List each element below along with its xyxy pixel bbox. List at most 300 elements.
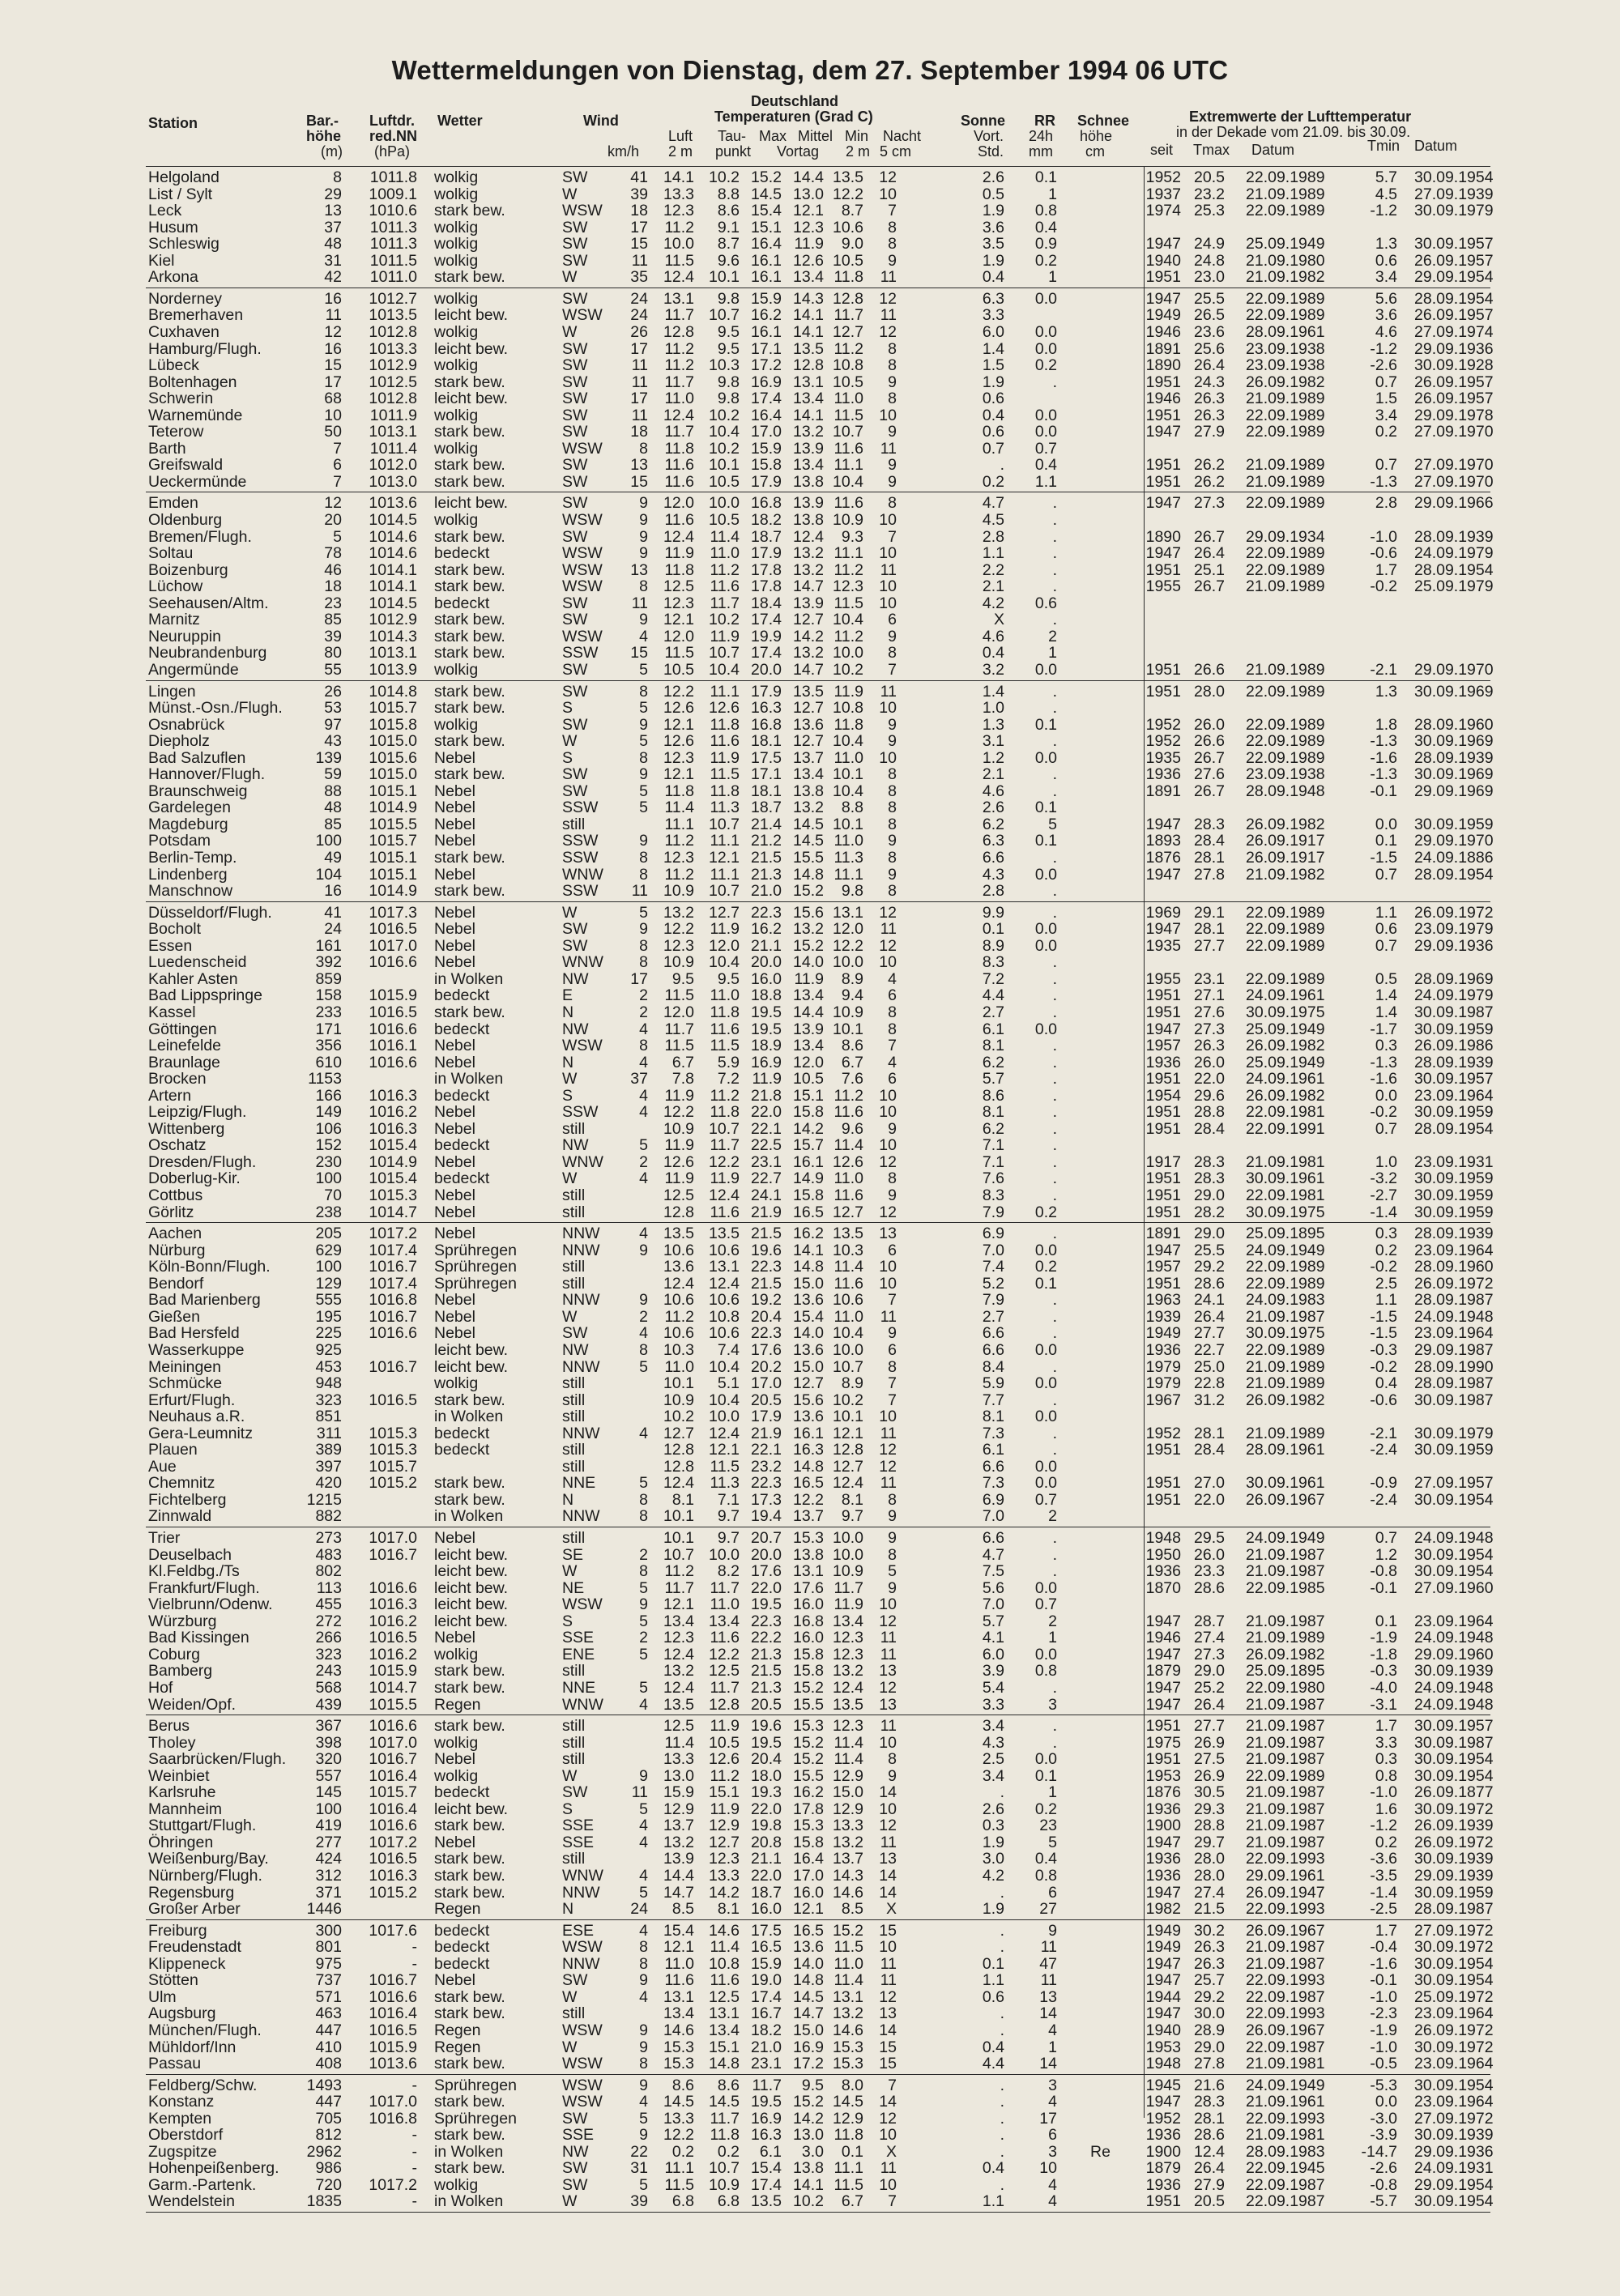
cell-min-5cm: 8 — [888, 356, 897, 375]
cell-min-2m: 12.3 — [833, 1645, 863, 1663]
cell-rr: 23 — [1039, 1817, 1057, 1835]
cell-seit: 1946 — [1145, 322, 1181, 341]
cell-wind-speed: 8 — [639, 1037, 648, 1055]
cell-taupunkt: 12.1 — [709, 1441, 740, 1459]
cell-tmin-datum: 28.09.1939 — [1414, 1053, 1494, 1071]
cell-sonne: 0.4 — [982, 268, 1004, 287]
cell-wind-dir: WSW — [562, 202, 603, 220]
cell-max: 19.6 — [751, 1717, 782, 1736]
cell-wetter: wolkig — [434, 439, 479, 458]
cell-mittel: 15.0 — [793, 1274, 824, 1293]
cell-min-2m: 6.7 — [841, 2192, 863, 2211]
cell-luft: 12.4 — [663, 1474, 694, 1493]
cell-min-2m: 10.1 — [833, 1408, 863, 1426]
cell-wind-dir: WNW — [562, 1867, 603, 1885]
cell-luft: 15.3 — [663, 2038, 694, 2056]
cell-tmin: 0.3 — [1375, 1750, 1397, 1769]
cell-rr: 0.0 — [1034, 920, 1057, 939]
cell-max: 22.0 — [751, 1103, 782, 1122]
cell-tmin: 0.6 — [1375, 251, 1397, 270]
cell-max: 19.5 — [751, 1020, 782, 1038]
cell-seit: 1949 — [1145, 1324, 1181, 1343]
cell-wetter: wolkig — [434, 1645, 479, 1663]
cell-tmax-datum: 22.09.1989 — [1246, 306, 1325, 325]
cell-tmax: 26.0 — [1194, 1053, 1225, 1071]
cell-max: 17.4 — [751, 390, 782, 408]
cell-max: 21.0 — [751, 2038, 782, 2056]
cell-tmin-datum: 26.09.1972 — [1414, 1274, 1494, 1293]
cell-wind-dir: SW — [562, 494, 588, 513]
cell-max: 15.2 — [751, 168, 782, 186]
cell-taupunkt: 11.8 — [710, 715, 740, 734]
cell-wind-dir: still — [562, 1374, 586, 1393]
cell-wind-speed: 8 — [639, 682, 648, 701]
cell-seit: 1947 — [1145, 920, 1181, 939]
cell-wetter: bedeckt — [434, 1169, 490, 1188]
cell-luftdruck: 1011.9 — [369, 406, 417, 424]
cell-tmin-datum: 26.09.1877 — [1414, 1783, 1494, 1802]
cell-wind-speed: 5 — [639, 732, 648, 751]
cell-rr: . — [1052, 765, 1057, 784]
cell-sonne: 2.7 — [982, 1003, 1004, 1021]
cell-tmax-datum: 30.09.1961 — [1246, 1474, 1325, 1493]
cell-max: 18.9 — [751, 1037, 782, 1055]
cell-sonne: 1.9 — [982, 1900, 1004, 1919]
cell-mittel: 13.8 — [793, 782, 824, 800]
group-divider — [146, 680, 1490, 681]
cell-wetter: Sprühregen — [434, 1274, 517, 1293]
cell-wetter: Regen — [434, 2021, 481, 2039]
cell-min-5cm: 7 — [888, 2192, 897, 2211]
group-divider — [146, 1222, 1490, 1223]
cell-luftdruck: 1015.0 — [369, 765, 417, 784]
cell-seit: 1951 — [1145, 1717, 1181, 1736]
cell-wind-dir: still — [562, 1662, 586, 1680]
cell-rr: 0.0 — [1034, 1474, 1057, 1493]
cell-tmin: -1.3 — [1370, 1053, 1397, 1071]
cell-barhoehe: 20 — [324, 511, 342, 529]
col-header-min-5cm: 5 cm — [880, 143, 912, 160]
cell-mittel: 13.4 — [793, 456, 824, 475]
cell-taupunkt: 11.1 — [710, 832, 740, 850]
cell-taupunkt: 11.1 — [710, 682, 740, 701]
cell-barhoehe: 48 — [324, 235, 342, 253]
cell-min-2m: 9.7 — [841, 1507, 863, 1526]
cell-wind-dir: SW — [562, 1783, 588, 1802]
cell-seit: 1955 — [1145, 577, 1181, 596]
cell-min-5cm: 10 — [879, 748, 897, 767]
cell-tmin-datum: 29.09.1966 — [1414, 494, 1494, 513]
cell-min-5cm: 10 — [879, 1938, 897, 1957]
cell-sonne: 3.3 — [982, 306, 1004, 325]
cell-tmin: -2.1 — [1370, 1424, 1397, 1442]
cell-sonne: 1.9 — [982, 373, 1004, 391]
cell-sonne: 4.4 — [982, 2055, 1004, 2073]
cell-station: Hof — [148, 1678, 173, 1697]
cell-min-2m: 12.6 — [833, 1152, 863, 1171]
cell-tmax: 26.9 — [1194, 1733, 1225, 1752]
cell-sonne: X — [993, 611, 1004, 629]
cell-tmin: 0.7 — [1375, 1529, 1397, 1547]
cell-barhoehe: 53 — [324, 699, 342, 718]
cell-sonne: . — [1000, 2093, 1004, 2111]
cell-tmax-datum: 22.09.1981 — [1246, 1186, 1325, 1204]
cell-tmin: -3.6 — [1370, 1850, 1397, 1868]
cell-wind-speed: 15 — [630, 235, 648, 253]
cell-tmax: 29.0 — [1194, 1662, 1225, 1680]
cell-wetter: stark bew. — [434, 268, 505, 287]
cell-station: Gera-Leumnitz — [148, 1424, 253, 1442]
cell-max: 14.5 — [751, 185, 782, 203]
cell-station: Öhringen — [148, 1833, 214, 1851]
cell-rr: 6 — [1048, 1883, 1057, 1902]
cell-tmin-datum: 27.09.1972 — [1414, 1921, 1494, 1940]
cell-min-2m: 12.7 — [833, 1203, 863, 1221]
cell-min-2m: 14.6 — [833, 1883, 863, 1902]
cell-luftdruck: 1016.6 — [369, 1324, 417, 1343]
cell-min-2m: 11.9 — [833, 682, 863, 701]
cell-luftdruck: 1015.9 — [369, 1662, 417, 1680]
cell-barhoehe: 43 — [324, 732, 342, 751]
cell-luft: 8.6 — [671, 2076, 694, 2094]
cell-min-5cm: 9 — [888, 1324, 897, 1343]
cell-min-2m: 10.0 — [833, 1340, 863, 1359]
cell-tmax: 27.3 — [1194, 494, 1225, 513]
col-header-extrem-1: Extremwerte der Lufttemperatur — [1189, 109, 1412, 125]
cell-max: 17.9 — [751, 682, 782, 701]
cell-taupunkt: 15.1 — [709, 2038, 740, 2056]
cell-mittel: 13.2 — [793, 423, 824, 441]
cell-barhoehe: 5 — [333, 527, 342, 546]
cell-tmin: -1.3 — [1370, 765, 1397, 784]
cell-luftdruck: 1015.1 — [369, 865, 417, 884]
cell-wetter: leicht bew. — [434, 390, 509, 408]
cell-taupunkt: 13.1 — [709, 1258, 740, 1276]
cell-tmin-datum: 30.09.1959 — [1414, 1186, 1494, 1204]
cell-seit: 1947 — [1145, 1883, 1181, 1902]
cell-tmax-datum: 21.09.1987 — [1246, 1695, 1325, 1714]
cell-max: 22.0 — [751, 1578, 782, 1597]
cell-rr: . — [1052, 1037, 1057, 1055]
cell-wetter: Nebel — [434, 1833, 475, 1851]
cell-tmax: 26.4 — [1194, 356, 1225, 375]
cell-luftdruck: 1016.7 — [369, 1357, 417, 1376]
cell-barhoehe: 166 — [315, 1086, 342, 1105]
cell-min-2m: 11.9 — [833, 1595, 863, 1614]
cell-min-2m: 12.7 — [833, 322, 863, 341]
cell-mittel: 16.1 — [793, 1424, 824, 1442]
cell-tmax-datum: 22.09.1993 — [1246, 2109, 1325, 2128]
cell-tmax: 28.0 — [1194, 682, 1225, 701]
cell-mittel: 16.8 — [793, 1612, 824, 1630]
cell-tmin-datum: 30.09.1957 — [1414, 235, 1494, 253]
cell-rr: . — [1052, 1003, 1057, 1021]
cell-tmin: -2.1 — [1370, 660, 1397, 679]
cell-barhoehe: 100 — [315, 1800, 342, 1818]
cell-min-2m: 8.1 — [841, 1490, 863, 1509]
cell-seit: 1936 — [1145, 2175, 1181, 2194]
cell-wind-speed: 8 — [639, 936, 648, 955]
cell-taupunkt: 11.9 — [710, 1717, 740, 1736]
cell-min-2m: 8.8 — [841, 799, 863, 817]
cell-seit: 1951 — [1145, 1003, 1181, 1021]
cell-wind-dir: SSW — [562, 799, 599, 817]
cell-tmax-datum: 21.09.1987 — [1246, 1717, 1325, 1736]
cell-taupunkt: 11.6 — [710, 732, 740, 751]
cell-luft: 11.8 — [664, 560, 694, 579]
cell-tmax: 27.0 — [1194, 1474, 1225, 1493]
cell-sonne: 7.3 — [982, 1474, 1004, 1493]
cell-sonne: 6.1 — [982, 1441, 1004, 1459]
cell-luftdruck: 1017.4 — [369, 1241, 417, 1259]
cell-taupunkt: 10.4 — [709, 660, 740, 679]
cell-barhoehe: 367 — [315, 1717, 342, 1736]
cell-station: Trier — [148, 1529, 181, 1547]
cell-mittel: 16.9 — [793, 2038, 824, 2056]
cell-seit: 1951 — [1145, 1186, 1181, 1204]
cell-wind-dir: NNW — [562, 1225, 600, 1243]
cell-luftdruck: 1016.4 — [369, 1766, 417, 1785]
cell-wind-speed: 5 — [639, 1883, 648, 1902]
cell-barhoehe: 948 — [315, 1374, 342, 1393]
cell-luft: 11.5 — [664, 2175, 694, 2194]
cell-taupunkt: 12.6 — [709, 699, 740, 718]
cell-luft: 13.2 — [663, 1662, 694, 1680]
cell-sonne: 8.3 — [982, 953, 1004, 972]
cell-max: 16.1 — [751, 322, 782, 341]
cell-rr: . — [1052, 1169, 1057, 1188]
cell-tmax: 27.8 — [1194, 865, 1225, 884]
cell-tmax: 30.0 — [1194, 2004, 1225, 2023]
cell-wetter: in Wolken — [434, 2142, 504, 2161]
cell-min-2m: 9.3 — [841, 527, 863, 546]
cell-barhoehe: 15 — [324, 356, 342, 375]
cell-barhoehe: 68 — [324, 390, 342, 408]
cell-tmax: 29.0 — [1194, 2038, 1225, 2056]
cell-max: 21.9 — [751, 1424, 782, 1442]
cell-luft: 11.2 — [664, 356, 694, 375]
cell-tmax-datum: 30.09.1975 — [1246, 1324, 1325, 1343]
cell-wind-speed: 2 — [639, 1629, 648, 1647]
cell-station: Vielbrunn/Odenw. — [148, 1595, 273, 1614]
cell-wetter: stark bew. — [434, 1867, 505, 1885]
cell-sonne: 0.6 — [982, 423, 1004, 441]
cell-luft: 13.3 — [663, 185, 694, 203]
cell-luftdruck: 1012.8 — [369, 322, 417, 341]
cell-rr: 0.0 — [1034, 1374, 1057, 1393]
cell-sonne: 0.5 — [982, 185, 1004, 203]
cell-tmin-datum: 28.09.1954 — [1414, 560, 1494, 579]
cell-luftdruck: 1016.6 — [369, 1053, 417, 1071]
cell-sonne: 4.7 — [982, 1545, 1004, 1564]
cell-tmax-datum: 21.09.1987 — [1246, 1307, 1325, 1326]
cell-max: 19.6 — [751, 1241, 782, 1259]
cell-sonne: 8.6 — [982, 1086, 1004, 1105]
cell-tmin: -1.0 — [1370, 1987, 1397, 2006]
cell-station: Neubrandenburg — [148, 644, 267, 662]
cell-tmax: 27.7 — [1194, 1324, 1225, 1343]
cell-sonne: 2.7 — [982, 1307, 1004, 1326]
cell-tmax: 20.5 — [1194, 168, 1225, 186]
cell-rr: . — [1052, 903, 1057, 922]
cell-min-5cm: 8 — [888, 765, 897, 784]
cell-tmax-datum: 21.09.1989 — [1246, 1629, 1325, 1647]
cell-wetter: leicht bew. — [434, 1340, 509, 1359]
col-header-datum2: Datum — [1414, 138, 1458, 154]
cell-tmin: -0.6 — [1370, 1391, 1397, 1409]
cell-tmax: 26.0 — [1194, 1545, 1225, 1564]
cell-mittel: 14.2 — [793, 1119, 824, 1138]
cell-max: 22.3 — [751, 903, 782, 922]
cell-min-5cm: 10 — [879, 511, 897, 529]
cell-wind-speed: 8 — [639, 865, 648, 884]
cell-tmin-datum: 24.09.1948 — [1414, 1529, 1494, 1547]
cell-luft: 11.7 — [664, 1020, 694, 1038]
cell-tmin-datum: 30.09.1959 — [1414, 1441, 1494, 1459]
cell-tmax-datum: 22.09.1989 — [1246, 406, 1325, 424]
cell-wetter: Nebel — [434, 1225, 475, 1243]
cell-seit: 1947 — [1145, 1971, 1181, 1990]
cell-tmax-datum: 22.09.1993 — [1246, 1900, 1325, 1919]
cell-luft: 12.1 — [663, 1938, 694, 1957]
cell-barhoehe: 233 — [315, 1003, 342, 1021]
cell-rr: 0.9 — [1034, 235, 1057, 253]
cell-luft: 14.7 — [663, 1883, 694, 1902]
cell-min-2m: 11.6 — [833, 494, 863, 513]
cell-rr: 27 — [1039, 1900, 1057, 1919]
cell-tmax: 25.2 — [1194, 1678, 1225, 1697]
cell-min-5cm: 14 — [879, 1883, 897, 1902]
cell-min-2m: 10.2 — [833, 660, 863, 679]
cell-wind-dir: NNW — [562, 1424, 600, 1442]
cell-wind-dir: still — [562, 815, 586, 833]
cell-min-2m: 11.2 — [833, 560, 863, 579]
cell-rr: . — [1052, 1152, 1057, 1171]
cell-mittel: 15.8 — [793, 1833, 824, 1851]
cell-taupunkt: 11.8 — [710, 2126, 740, 2145]
cell-tmin-datum: 29.09.1970 — [1414, 660, 1494, 679]
cell-rr: 2 — [1048, 627, 1057, 645]
cell-wetter: stark bew. — [434, 732, 505, 751]
cell-mittel: 10.5 — [793, 1070, 824, 1088]
cell-luft: 13.6 — [663, 1258, 694, 1276]
cell-barhoehe: 41 — [324, 903, 342, 922]
cell-mittel: 11.9 — [794, 235, 824, 253]
cell-wind-speed: 5 — [639, 1678, 648, 1697]
cell-luftdruck: 1014.7 — [369, 1203, 417, 1221]
cell-wind-dir: SSE — [562, 1629, 595, 1647]
cell-luft: 11.0 — [664, 1357, 694, 1376]
cell-min-2m: 11.5 — [833, 2175, 863, 2194]
cell-mittel: 14.7 — [793, 660, 824, 679]
cell-luft: 11.6 — [664, 1971, 694, 1990]
cell-tmax-datum: 21.09.1987 — [1246, 1783, 1325, 1802]
cell-tmax: 28.6 — [1194, 1274, 1225, 1293]
cell-min-2m: 15.0 — [833, 1783, 863, 1802]
cell-tmin-datum: 30.09.1959 — [1414, 1169, 1494, 1188]
col-header-station: Station — [148, 115, 198, 131]
cell-station: Schwerin — [148, 390, 214, 408]
cell-tmax-datum: 21.09.1987 — [1246, 1938, 1325, 1957]
cell-barhoehe: 629 — [315, 1241, 342, 1259]
cell-max: 20.0 — [751, 953, 782, 972]
cell-station: Hamburg/Flugh. — [148, 339, 262, 358]
cell-barhoehe: 37 — [324, 218, 342, 236]
cell-barhoehe: 100 — [315, 1258, 342, 1276]
cell-min-5cm: 9 — [888, 373, 897, 391]
cell-tmax-datum: 28.09.1961 — [1246, 1441, 1325, 1459]
cell-min-2m: 0.1 — [841, 2142, 863, 2161]
cell-tmax: 27.9 — [1194, 2175, 1225, 2194]
cell-sonne: 1.1 — [982, 2192, 1004, 2211]
cell-station: Wittenberg — [148, 1119, 225, 1138]
cell-wetter: stark bew. — [434, 1850, 505, 1868]
cell-sonne: 6.0 — [982, 322, 1004, 341]
cell-wetter: bedeckt — [434, 1921, 490, 1940]
cell-tmin-datum: 25.09.1972 — [1414, 1987, 1494, 2006]
cell-barhoehe: 812 — [315, 2126, 342, 2145]
cell-wind-speed: 9 — [639, 611, 648, 629]
cell-wind-dir: WSW — [562, 2021, 603, 2039]
cell-rr: 3 — [1048, 2142, 1057, 2161]
cell-mittel: 13.9 — [793, 594, 824, 612]
cell-wetter: wolkig — [434, 1766, 479, 1785]
cell-tmin-datum: 30.09.1954 — [1414, 1766, 1494, 1785]
cell-wetter: stark bew. — [434, 2004, 505, 2023]
cell-luftdruck: 1016.7 — [369, 1307, 417, 1326]
cell-max: 17.0 — [751, 423, 782, 441]
cell-mittel: 13.4 — [793, 1037, 824, 1055]
cell-tmax-datum: 21.09.1989 — [1246, 577, 1325, 596]
cell-wind-speed: 9 — [639, 2038, 648, 2056]
cell-taupunkt: 10.4 — [709, 423, 740, 441]
cell-tmax: 28.4 — [1194, 1119, 1225, 1138]
cell-tmin-datum: 24.09.1931 — [1414, 2159, 1494, 2178]
cell-wind-dir: still — [562, 1186, 586, 1204]
cell-min-5cm: 10 — [879, 1733, 897, 1752]
cell-barhoehe: 557 — [315, 1766, 342, 1785]
cell-wind-dir: N — [562, 1900, 574, 1919]
cell-barhoehe: 1835 — [306, 2192, 342, 2211]
cell-luftdruck: 1013.5 — [369, 306, 417, 325]
cell-barhoehe: 205 — [315, 1225, 342, 1243]
cell-station: Garm.-Partenk. — [148, 2175, 257, 2194]
cell-barhoehe: 8 — [333, 168, 342, 186]
cell-luft: 12.1 — [663, 765, 694, 784]
cell-station: Neuhaus a.R. — [148, 1408, 245, 1426]
cell-wind-dir: SW — [562, 527, 588, 546]
cell-tmax: 26.5 — [1194, 306, 1225, 325]
col-header-luftdruck-3: (hPa) — [374, 143, 411, 160]
cell-luftdruck: 1017.0 — [369, 936, 417, 955]
cell-luftdruck: 1015.7 — [369, 1457, 417, 1476]
cell-sonne: 4.5 — [982, 511, 1004, 529]
cell-rr: . — [1052, 511, 1057, 529]
cell-min-5cm: 11 — [880, 1954, 897, 1973]
cell-min-2m: 9.4 — [841, 986, 863, 1005]
cell-luft: 10.9 — [663, 1391, 694, 1409]
cell-rr: 0.1 — [1034, 168, 1057, 186]
cell-luftdruck: 1015.6 — [369, 748, 417, 767]
cell-tmin: -0.3 — [1370, 1340, 1397, 1359]
cell-sonne: 8.4 — [982, 1357, 1004, 1376]
cell-luftdruck: 1014.9 — [369, 1152, 417, 1171]
cell-luft: 12.3 — [663, 1629, 694, 1647]
cell-wind-speed: 4 — [639, 2093, 648, 2111]
cell-wind-speed: 4 — [639, 1169, 648, 1188]
cell-mittel: 14.8 — [793, 865, 824, 884]
cell-min-2m: 10.7 — [833, 1357, 863, 1376]
